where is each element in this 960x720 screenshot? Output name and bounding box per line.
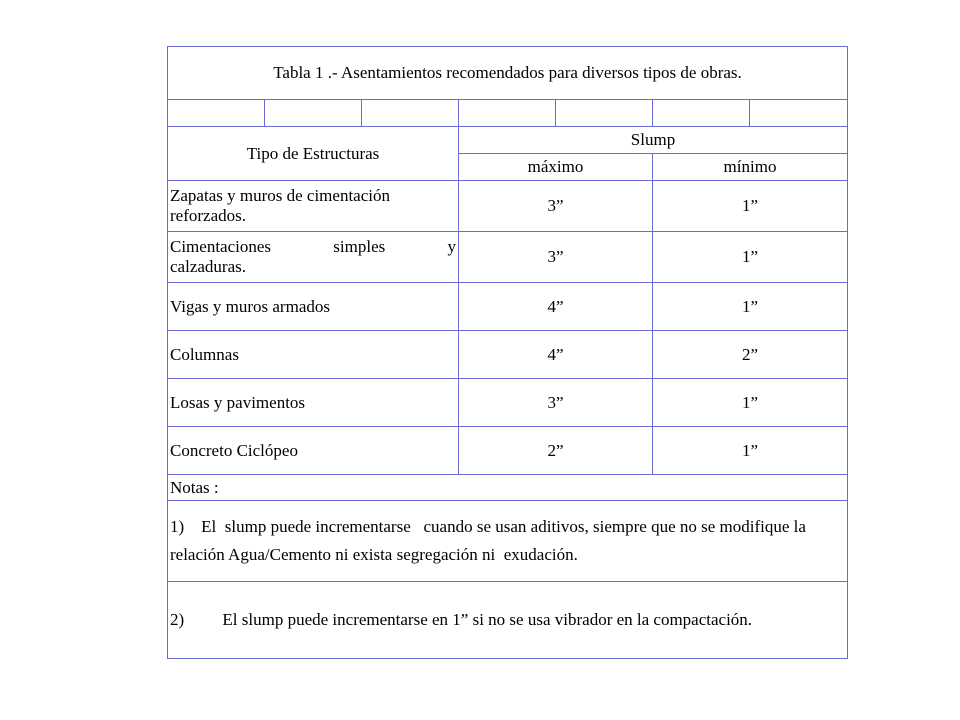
header-slump: Slump <box>459 127 848 154</box>
table-row <box>168 379 848 427</box>
header-estructura: Tipo de Estructuras <box>168 127 459 181</box>
row-max: 2” <box>459 427 653 475</box>
blank-cell <box>556 100 653 127</box>
row-label: Concreto Ciclópeo <box>168 427 459 475</box>
blank-cell <box>168 100 265 127</box>
table-row <box>168 232 848 283</box>
row-label-line1: Cimentaciones simples y <box>170 237 456 256</box>
row-label-line2: reforzados. <box>170 206 246 225</box>
note-row <box>168 501 848 582</box>
blank-cell <box>459 100 556 127</box>
note-cell <box>168 501 848 582</box>
note-cell <box>168 582 848 659</box>
note-text: 1) El slump puede incrementarse cuando se usan aditivos, siempre que no se modifique la relación Agua/Cemento ni exista segregación ni exudación. <box>170 517 811 564</box>
header-minimo: mínimo <box>653 154 848 181</box>
row-min: 1” <box>653 232 848 283</box>
slump-table <box>167 46 848 659</box>
row-label: Columnas <box>168 331 459 379</box>
note-row <box>168 582 848 659</box>
blank-cell <box>265 100 362 127</box>
row-min: 1” <box>653 283 848 331</box>
blank-cell <box>362 100 459 127</box>
note-text: 2) El slump puede incrementarse en 1” si no se usa vibrador en la compactación. <box>170 610 753 629</box>
notes-label-row <box>168 475 848 501</box>
blank-cell <box>750 100 848 127</box>
blank-row <box>168 100 848 127</box>
row-min: 2” <box>653 331 848 379</box>
row-label: Vigas y muros armados <box>168 283 459 331</box>
header-maximo: máximo <box>459 154 653 181</box>
row-max: 4” <box>459 283 653 331</box>
row-min: 1” <box>653 181 848 232</box>
table-row <box>168 427 848 475</box>
table-row <box>168 283 848 331</box>
blank-cell <box>653 100 750 127</box>
table-title: Tabla 1 .- Asentamientos recomendados para diversos tipos de obras. <box>168 47 848 100</box>
table-row <box>168 181 848 232</box>
row-max: 3” <box>459 232 653 283</box>
header-row-1 <box>168 127 848 154</box>
row-label: Losas y pavimentos <box>168 379 459 427</box>
notes-label: Notas : <box>168 475 848 501</box>
row-label-line2: calzaduras. <box>170 257 246 276</box>
row-max: 4” <box>459 331 653 379</box>
row-max: 3” <box>459 181 653 232</box>
row-min: 1” <box>653 379 848 427</box>
title-row <box>168 47 848 100</box>
row-label-line1: Zapatas y muros de cimentación <box>170 186 390 205</box>
row-min: 1” <box>653 427 848 475</box>
row-label <box>168 232 459 283</box>
row-max: 3” <box>459 379 653 427</box>
table-row <box>168 331 848 379</box>
row-label <box>168 181 459 232</box>
